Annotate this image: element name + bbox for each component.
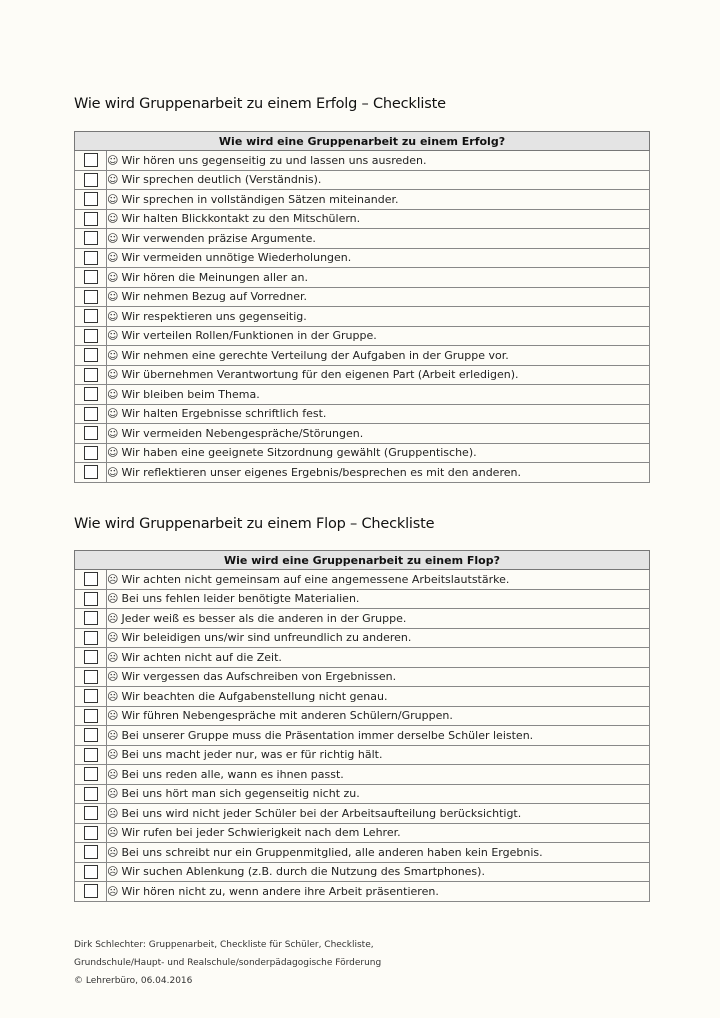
checklist-item xyxy=(107,765,650,785)
checklist-item-label: Jeder weiß es besser als die anderen in der Gruppe. xyxy=(121,611,407,625)
smiley-sad-icon: ☹ xyxy=(107,748,119,762)
checkbox-cell xyxy=(75,365,107,385)
smiley-sad-icon: ☹ xyxy=(107,650,119,664)
checkbox-cell xyxy=(75,385,107,405)
checkbox-cell xyxy=(75,443,107,463)
checklist-item xyxy=(107,424,650,444)
checkbox[interactable] xyxy=(84,212,98,226)
checkbox-cell xyxy=(75,229,107,249)
checklist-item xyxy=(107,687,650,707)
checkbox[interactable] xyxy=(84,748,98,762)
checklist-row xyxy=(75,385,650,405)
smiley-happy-icon: ☺ xyxy=(107,290,119,304)
smiley-sad-icon: ☹ xyxy=(107,611,119,625)
smiley-happy-icon: ☺ xyxy=(107,368,119,382)
checklist-row xyxy=(75,404,650,424)
smiley-sad-icon: ☹ xyxy=(107,689,119,703)
smiley-happy-icon: ☺ xyxy=(107,426,119,440)
checklist-row xyxy=(75,804,650,824)
checklist-row xyxy=(75,589,650,609)
checklist-row xyxy=(75,765,650,785)
checkbox[interactable] xyxy=(84,787,98,801)
checklist-item-label: Wir sprechen in vollständigen Sätzen miteinander. xyxy=(121,192,399,206)
checklist-item-label: Bei uns wird nicht jeder Schüler bei der Arbeitsaufteilung berücksichtigt. xyxy=(121,806,522,820)
smiley-happy-icon: ☺ xyxy=(107,270,119,284)
smiley-sad-icon: ☹ xyxy=(107,826,119,840)
checklist-item xyxy=(107,307,650,327)
checkbox-cell xyxy=(75,463,107,483)
checklist-row xyxy=(75,307,650,327)
checkbox-cell xyxy=(75,745,107,765)
checkbox-cell xyxy=(75,570,107,590)
checklist-item xyxy=(107,706,650,726)
checklist-table-flop xyxy=(74,550,650,902)
checklist-item-label: Wir vermeiden unnötige Wiederholungen. xyxy=(121,251,352,265)
checklist-item xyxy=(107,882,650,902)
checklist-item xyxy=(107,170,650,190)
checklist-row xyxy=(75,823,650,843)
checklist-item xyxy=(107,862,650,882)
checklist-item-label: Wir suchen Ablenkung (z.B. durch die Nutzung des Smartphones). xyxy=(121,865,485,879)
checklist-row xyxy=(75,745,650,765)
checklist-item-label: Wir hören uns gegenseitig zu und lassen uns ausreden. xyxy=(121,153,427,167)
checklist-item xyxy=(107,365,650,385)
checklist-item-label: Wir übernehmen Verantwortung für den eigenen Part (Arbeit erledigen). xyxy=(121,368,519,382)
checklist-row xyxy=(75,648,650,668)
smiley-happy-icon: ☺ xyxy=(107,407,119,421)
checklist-item-label: Wir vermeiden Nebengespräche/Störungen. xyxy=(121,426,364,440)
checkbox[interactable] xyxy=(84,465,98,479)
checklist-row xyxy=(75,706,650,726)
checklist-item-label: Bei uns macht jeder nur, was er für richtig hält. xyxy=(121,748,383,762)
checklist-row xyxy=(75,287,650,307)
smiley-sad-icon: ☹ xyxy=(107,572,119,586)
checklist-item-label: Wir reflektieren unser eigenes Ergebnis/besprechen es mit den anderen. xyxy=(121,465,521,479)
checkbox-cell xyxy=(75,404,107,424)
smiley-happy-icon: ☺ xyxy=(107,465,119,479)
checkbox[interactable] xyxy=(84,251,98,265)
checklist-item-label: Bei unserer Gruppe muss die Präsentation immer derselbe Schüler leisten. xyxy=(121,728,534,742)
checkbox[interactable] xyxy=(84,767,98,781)
checklist-item xyxy=(107,823,650,843)
checklist-item xyxy=(107,346,650,366)
checklist-item xyxy=(107,589,650,609)
checkbox-cell xyxy=(75,667,107,687)
checkbox-cell xyxy=(75,765,107,785)
smiley-sad-icon: ☹ xyxy=(107,670,119,684)
smiley-happy-icon: ☺ xyxy=(107,251,119,265)
smiley-sad-icon: ☹ xyxy=(107,631,119,645)
checkbox-cell xyxy=(75,190,107,210)
footer-line-author: Dirk Schlechter: Gruppenarbeit, Checkliste für Schüler, Checkliste, xyxy=(74,940,374,950)
checklist-item-label: Bei uns reden alle, wann es ihnen passt. xyxy=(121,767,344,781)
checklist-row xyxy=(75,784,650,804)
checkbox-cell xyxy=(75,687,107,707)
checklist-row xyxy=(75,609,650,629)
checklist-row xyxy=(75,268,650,288)
checklist-row xyxy=(75,365,650,385)
checkbox[interactable] xyxy=(84,631,98,645)
smiley-sad-icon: ☹ xyxy=(107,806,119,820)
checklist-row xyxy=(75,190,650,210)
checklist-item xyxy=(107,209,650,229)
checkbox-cell xyxy=(75,287,107,307)
checkbox[interactable] xyxy=(84,728,98,742)
smiley-happy-icon: ☺ xyxy=(107,329,119,343)
section-heading-erfolg: Wie wird Gruppenarbeit zu einem Erfolg – Checkliste xyxy=(74,96,446,112)
checklist-item xyxy=(107,190,650,210)
checklist-item-label: Wir verwenden präzise Argumente. xyxy=(121,231,316,245)
checklist-item-label: Wir hören nicht zu, wenn andere ihre Arbeit präsentieren. xyxy=(121,884,439,898)
checkbox[interactable] xyxy=(84,153,98,167)
smiley-sad-icon: ☹ xyxy=(107,728,119,742)
checklist-item xyxy=(107,248,650,268)
checklist-item xyxy=(107,229,650,249)
checkbox-cell xyxy=(75,248,107,268)
checkbox[interactable] xyxy=(84,426,98,440)
checkbox[interactable] xyxy=(84,446,98,460)
checklist-item-label: Wir beleidigen uns/wir sind unfreundlich zu anderen. xyxy=(121,631,412,645)
footer-line-copyright: © Lehrerbüro, 06.04.2016 xyxy=(74,976,193,986)
checkbox[interactable] xyxy=(84,309,98,323)
checkbox-cell xyxy=(75,726,107,746)
checklist-item-label: Wir nehmen eine gerechte Verteilung der Aufgaben in der Gruppe vor. xyxy=(121,348,509,362)
checkbox[interactable] xyxy=(84,826,98,840)
smiley-sad-icon: ☹ xyxy=(107,884,119,898)
checklist-item xyxy=(107,404,650,424)
checklist-row xyxy=(75,667,650,687)
checklist-item xyxy=(107,843,650,863)
checklist-item-label: Wir haben eine geeignete Sitzordnung gewählt (Gruppentische). xyxy=(121,446,477,460)
checkbox[interactable] xyxy=(84,689,98,703)
smiley-happy-icon: ☺ xyxy=(107,153,119,167)
smiley-sad-icon: ☹ xyxy=(107,787,119,801)
checkbox-cell xyxy=(75,823,107,843)
checklist-item xyxy=(107,784,650,804)
table-header-erfolg: Wie wird eine Gruppenarbeit zu einem Erfolg? xyxy=(75,132,650,151)
checkbox[interactable] xyxy=(84,884,98,898)
checklist-item-label: Wir halten Ergebnisse schriftlich fest. xyxy=(121,407,327,421)
checklist-row xyxy=(75,248,650,268)
smiley-sad-icon: ☹ xyxy=(107,865,119,879)
checkbox[interactable] xyxy=(84,845,98,859)
checkbox-cell xyxy=(75,804,107,824)
checkbox-cell xyxy=(75,268,107,288)
checkbox-cell xyxy=(75,424,107,444)
checklist-item-label: Bei uns schreibt nur ein Gruppenmitglied, alle anderen haben kein Ergebnis. xyxy=(121,845,543,859)
checklist-item xyxy=(107,804,650,824)
checkbox[interactable] xyxy=(84,572,98,586)
checklist-row xyxy=(75,463,650,483)
checkbox[interactable] xyxy=(84,270,98,284)
checklist-row xyxy=(75,209,650,229)
checklist-row xyxy=(75,628,650,648)
checkbox[interactable] xyxy=(84,387,98,401)
checkbox[interactable] xyxy=(84,290,98,304)
smiley-sad-icon: ☹ xyxy=(107,709,119,723)
checkbox[interactable] xyxy=(84,670,98,684)
checklist-item-label: Wir halten Blickkontakt zu den Mitschülern. xyxy=(121,212,361,226)
checklist-row xyxy=(75,882,650,902)
checkbox[interactable] xyxy=(84,231,98,245)
smiley-happy-icon: ☺ xyxy=(107,192,119,206)
checklist-row xyxy=(75,151,650,171)
smiley-happy-icon: ☺ xyxy=(107,231,119,245)
checklist-row xyxy=(75,229,650,249)
checklist-item xyxy=(107,648,650,668)
checklist-item xyxy=(107,463,650,483)
checklist-item-label: Bei uns fehlen leider benötigte Materialien. xyxy=(121,592,360,606)
checkbox-cell xyxy=(75,628,107,648)
checklist-item xyxy=(107,609,650,629)
checklist-item-label: Wir respektieren uns gegenseitig. xyxy=(121,309,307,323)
checklist-item-label: Bei uns hört man sich gegenseitig nicht zu. xyxy=(121,787,360,801)
smiley-happy-icon: ☺ xyxy=(107,446,119,460)
checkbox-cell xyxy=(75,346,107,366)
checklist-item-label: Wir hören die Meinungen aller an. xyxy=(121,270,308,284)
smiley-sad-icon: ☹ xyxy=(107,845,119,859)
checklist-item-label: Wir achten nicht gemeinsam auf eine angemessene Arbeitslautstärke. xyxy=(121,572,510,586)
checkbox-cell xyxy=(75,648,107,668)
checkbox[interactable] xyxy=(84,592,98,606)
checklist-item xyxy=(107,385,650,405)
checkbox[interactable] xyxy=(84,806,98,820)
checkbox-cell xyxy=(75,326,107,346)
checkbox-cell xyxy=(75,784,107,804)
checkbox-cell xyxy=(75,609,107,629)
checkbox-cell xyxy=(75,589,107,609)
checklist-item xyxy=(107,628,650,648)
smiley-happy-icon: ☺ xyxy=(107,173,119,187)
checklist-row xyxy=(75,726,650,746)
checklist-item-label: Wir verteilen Rollen/Funktionen in der Gruppe. xyxy=(121,329,377,343)
checkbox[interactable] xyxy=(84,709,98,723)
smiley-happy-icon: ☺ xyxy=(107,387,119,401)
checklist-item-label: Wir sprechen deutlich (Verständnis). xyxy=(121,173,322,187)
checkbox[interactable] xyxy=(84,611,98,625)
checkbox[interactable] xyxy=(84,348,98,362)
checkbox-cell xyxy=(75,170,107,190)
checklist-item-label: Wir rufen bei jeder Schwierigkeit nach dem Lehrer. xyxy=(121,826,401,840)
checklist-table-erfolg xyxy=(74,131,650,483)
smiley-happy-icon: ☺ xyxy=(107,348,119,362)
checkbox-cell xyxy=(75,882,107,902)
checkbox-cell xyxy=(75,843,107,863)
checkbox-cell xyxy=(75,209,107,229)
checklist-item xyxy=(107,745,650,765)
checklist-row xyxy=(75,862,650,882)
checkbox-cell xyxy=(75,862,107,882)
checklist-item xyxy=(107,570,650,590)
smiley-happy-icon: ☺ xyxy=(107,309,119,323)
checklist-row xyxy=(75,687,650,707)
checklist-item-label: Wir vergessen das Aufschreiben von Ergebnissen. xyxy=(121,670,397,684)
smiley-happy-icon: ☺ xyxy=(107,212,119,226)
checklist-item-label: Wir achten nicht auf die Zeit. xyxy=(121,650,282,664)
checklist-item xyxy=(107,151,650,171)
smiley-sad-icon: ☹ xyxy=(107,592,119,606)
checkbox[interactable] xyxy=(84,192,98,206)
checkbox[interactable] xyxy=(84,173,98,187)
checkbox[interactable] xyxy=(84,865,98,879)
checkbox-cell xyxy=(75,307,107,327)
checkbox[interactable] xyxy=(84,407,98,421)
smiley-sad-icon: ☹ xyxy=(107,767,119,781)
checklist-item xyxy=(107,268,650,288)
checklist-item xyxy=(107,443,650,463)
checklist-row xyxy=(75,570,650,590)
checklist-item xyxy=(107,726,650,746)
checkbox-cell xyxy=(75,151,107,171)
checklist-row xyxy=(75,424,650,444)
checklist-item-label: Wir nehmen Bezug auf Vorredner. xyxy=(121,290,307,304)
checklist-item xyxy=(107,667,650,687)
footer-line-school: Grundschule/Haupt- und Realschule/sonderpädagogische Förderung xyxy=(74,958,382,968)
checklist-row xyxy=(75,346,650,366)
checklist-item xyxy=(107,326,650,346)
section-heading-flop: Wie wird Gruppenarbeit zu einem Flop – Checkliste xyxy=(74,516,435,532)
checkbox[interactable] xyxy=(84,329,98,343)
checklist-row xyxy=(75,326,650,346)
checklist-row xyxy=(75,170,650,190)
checklist-item-label: Wir führen Nebengespräche mit anderen Schülern/Gruppen. xyxy=(121,709,453,723)
table-header-flop: Wie wird eine Gruppenarbeit zu einem Flop? xyxy=(75,551,650,570)
checklist-item xyxy=(107,287,650,307)
checklist-item-label: Wir bleiben beim Thema. xyxy=(121,387,260,401)
checkbox[interactable] xyxy=(84,368,98,382)
checkbox[interactable] xyxy=(84,650,98,664)
checklist-item-label: Wir beachten die Aufgabenstellung nicht genau. xyxy=(121,689,388,703)
checklist-row xyxy=(75,843,650,863)
footer xyxy=(74,936,381,990)
checkbox-cell xyxy=(75,706,107,726)
checklist-row xyxy=(75,443,650,463)
